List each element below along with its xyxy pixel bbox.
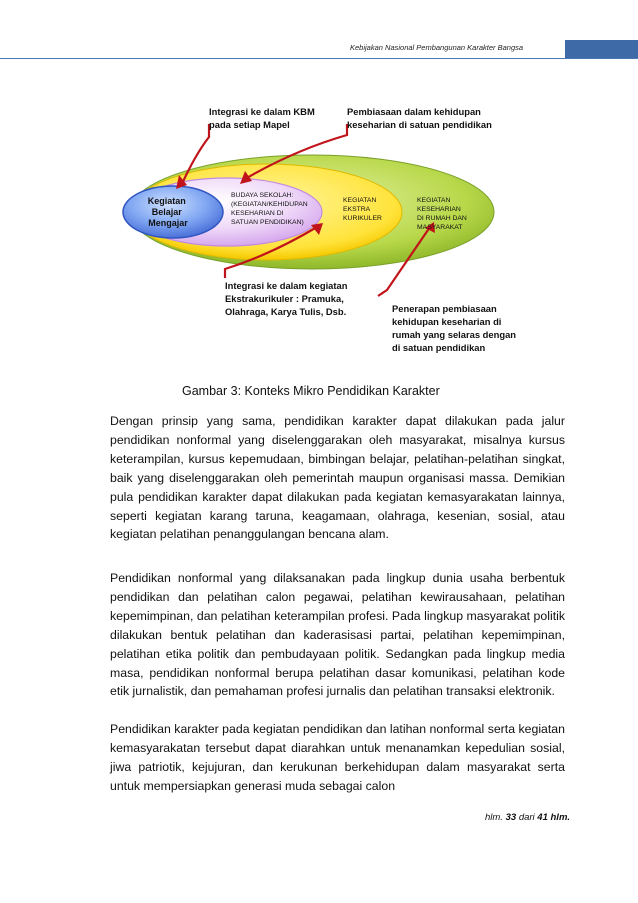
- header-accent-bar: [565, 40, 638, 58]
- label-rumah-1: KEGIATAN: [417, 197, 451, 204]
- label-ekstra-3: KURIKULER: [343, 215, 382, 222]
- label-penerapan-2: kehidupan keseharian di: [392, 316, 502, 327]
- svg-text:Penerapan pembiasaan kehid: [392, 303, 519, 353]
- page-footer: [485, 812, 570, 823]
- label-integrasi-ekstra-1: Integrasi ke dalam kegiatan: [225, 280, 348, 291]
- context-diagram: [95, 95, 555, 365]
- label-rumah-3: DI RUMAH DAN: [417, 215, 467, 222]
- label-kbm-1: Kegiatan: [147, 196, 186, 206]
- label-pembiasaan-2: keseharian di satuan pendidikan: [347, 119, 492, 130]
- svg-text:Integrasi ke dalam KBM pad: [209, 106, 317, 130]
- label-kbm-3: Mengajar: [148, 218, 188, 228]
- label-penerapan-1: Penerapan pembiasaan: [392, 303, 497, 314]
- label-integrasi-ekstra-3: Olahraga, Karya Tulis, Dsb.: [225, 306, 347, 317]
- label-integrasi-kbm-1: Integrasi ke dalam KBM: [209, 106, 315, 117]
- paragraph-1: Dengan prinsip yang sama, pendidikan karakter dapat dilakukan pada jalur pendidikan nonformal yang diselenggarakan oleh masyarakat, misalnya kursus keterampilan, kursus kepemudaan, bimbingan belajar, pelatihan-pelatihan singkat, baik yang diselenggarakan oleh pemerintah maupun organisasi massa. Demikian pula pendidikan karakter dapat dilakukan pada kegiatan kemasyarakatan lainnya, seperti kegiatan karang taruna, keagamaan, olahraga, kesenian, sosial, atau kegiatan pelatihan penanggulangan bencana alam.: [110, 414, 565, 542]
- paragraph-3: Pendidikan karakter pada kegiatan pendidikan dan latihan nonformal serta kegiatan kemasyarakatan tersebut dapat diarahkan untuk menanamkan kepedulian sosial, jiwa patriotik, kejujuran, dan kerukunan berkehidupan dalam masyarakat serta untuk mempersiapkan generasi muda sebagai calon: [110, 722, 565, 793]
- label-penerapan-3: rumah yang selaras dengan: [392, 329, 517, 340]
- svg-text:Integrasi ke dalam kegiatan: [225, 280, 350, 317]
- footer-page-number: 33: [505, 812, 517, 823]
- label-ekstra-1: KEGIATAN: [343, 197, 377, 204]
- label-kbm-2: Belajar: [151, 207, 182, 217]
- label-integrasi-ekstra-2: Ekstrakurikuler : Pramuka,: [225, 293, 344, 304]
- label-budaya-2: (KEGIATAN/KEHIDUPAN: [231, 201, 308, 208]
- footer-middle: dari: [518, 812, 535, 823]
- label-penerapan-4: di satuan pendidikan: [392, 342, 486, 353]
- label-budaya-3: KESEHARIAN DI: [231, 210, 284, 217]
- label-budaya-1: BUDAYA SEKOLAH:: [231, 192, 294, 199]
- svg-text:Pembiasaan dalam kehidupan: [347, 106, 492, 130]
- label-integrasi-kbm-2: pada setiap Mapel: [209, 119, 290, 130]
- label-ekstra-2: EKSTRA: [343, 206, 370, 213]
- label-rumah-2: KESEHARIAN: [417, 206, 461, 213]
- label-budaya-4: SATUAN PENDIDIKAN): [231, 219, 304, 226]
- figure-caption: Gambar 3: Konteks Mikro Pendidikan Karakter: [182, 384, 440, 398]
- label-rumah-4: MASYARAKAT: [417, 224, 463, 231]
- footer-total: 41 hlm.: [537, 812, 571, 823]
- paragraph-2: Pendidikan nonformal yang dilaksanakan pada lingkup dunia usaha berbentuk pendidikan dan pelatihan calon pegawai, pelatihan kewirausahaan, pelatihan kepemimpinan, dan pelatihan keterampilan profesi. Pada lingkup masyarakat politik dilakukan bentuk pelatihan dan kaderasisasi partai, pelatihan kepemimpinan, pelatihan etika politik dan pembudayaan politik. Sedangkan pada lingkup media masa, pendidikan nonformal berupa pelatihan dasar komunikasi, pelatihan kode etik jurnalistik, dan pemahaman profesi jurnalis dan pelatihan transaksi elektronik.: [110, 571, 565, 699]
- label-pembiasaan-1: Pembiasaan dalam kehidupan: [347, 106, 481, 117]
- footer-prefix: hlm.: [485, 812, 503, 823]
- header-rule: [0, 58, 638, 59]
- svg-text:Kegiatan Belajar Menga: [148, 196, 189, 228]
- running-header: Kebijakan Nasional Pembangunan Karakter Bangsa: [350, 43, 524, 52]
